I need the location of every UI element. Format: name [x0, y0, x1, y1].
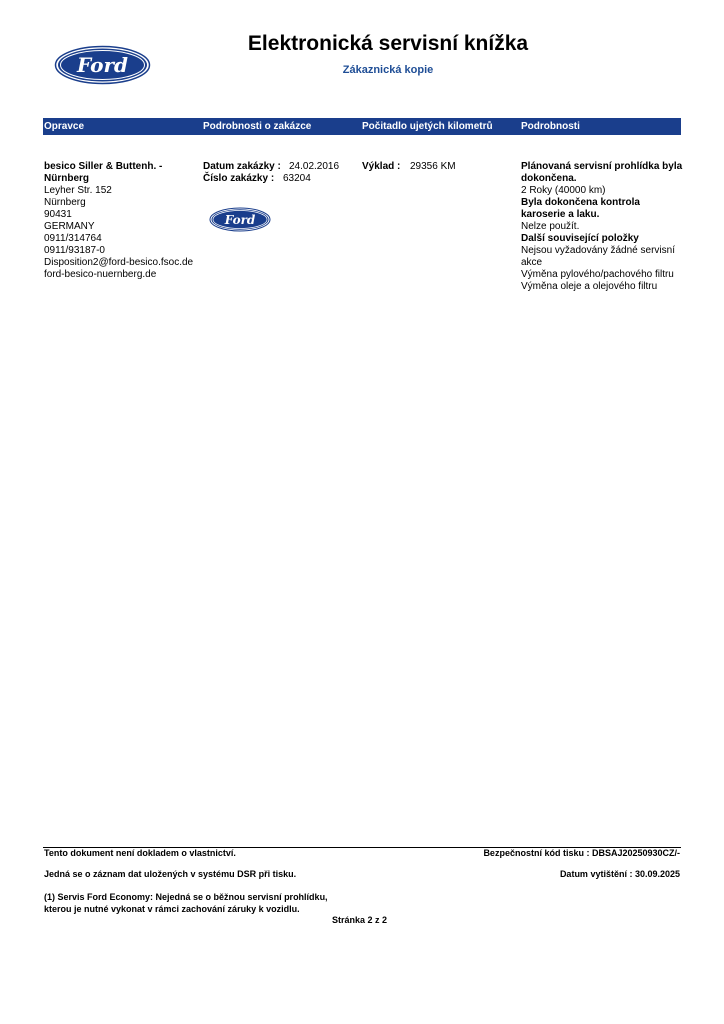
repairer-zip: 90431: [44, 209, 72, 220]
details-line: Výměna oleje a olejového filtru: [521, 281, 658, 292]
ford-logo-text: Ford: [77, 53, 128, 77]
order-number-label: Číslo zakázky :: [203, 173, 275, 184]
footer-economy-note-line2: kterou je nutné vykonat v rámci zachování záruky k vozidlu.: [44, 904, 300, 914]
page-number: Stránka 2 z 2: [332, 915, 388, 925]
details-column: [521, 161, 682, 293]
footer-print-date: Datum vytištění : 30.09.2025: [559, 869, 680, 879]
repairer-phone-2: 0911/93187-0: [44, 245, 105, 256]
repairer-column: [44, 161, 193, 281]
footer-security-code: Bezpečnostní kód tisku : DBSAJ20250930CZ/-: [483, 848, 680, 858]
document-subtitle: Zákaznická kopie: [342, 64, 434, 76]
document-title: Elektronická servisní knížka: [247, 32, 529, 55]
order-date-value: 24.02.2016: [289, 161, 340, 172]
ford-logo-small-text: Ford: [224, 213, 256, 227]
details-line: Další související položky: [521, 233, 639, 244]
repairer-name-cont: Nürnberg: [44, 173, 89, 184]
repairer-email: Disposition2@ford-besico.fsoc.de: [44, 257, 194, 268]
order-number-value: 63204: [283, 173, 311, 184]
repairer-website: ford-besico-nuernberg.de: [44, 269, 157, 280]
details-line: Nelze použít.: [521, 221, 580, 232]
repairer-city: Nürnberg: [44, 197, 86, 208]
footer-economy-note-line1: (1) Servis Ford Economy: Nejedná se o běžnou servisní prohlídku,: [44, 892, 328, 902]
details-line: Nejsou vyžadovány žádné servisní: [521, 245, 675, 256]
column-header-repairer: Opravce: [44, 121, 85, 132]
repairer-country: GERMANY: [44, 221, 95, 232]
details-line: karoserie a laku.: [521, 209, 600, 220]
table-header-bar: [43, 118, 681, 135]
details-line: Plánovaná servisní prohlídka byla: [521, 161, 683, 172]
repairer-name: besico Siller & Buttenh. -: [44, 161, 163, 172]
details-line: Byla dokončena kontrola: [521, 197, 640, 208]
footer-dsr-note: Jedná se o záznam dat uložených v systému DSR při tisku.: [44, 869, 297, 879]
column-header-details: Podrobnosti: [521, 121, 580, 132]
details-line: 2 Roky (40000 km): [521, 185, 606, 196]
odometer-label: Výklad :: [362, 161, 401, 172]
ford-logo-small: [209, 207, 271, 232]
order-date-label: Datum zakázky :: [203, 161, 281, 172]
footer-ownership-note: Tento dokument není dokladem o vlastnictví.: [44, 848, 236, 858]
repairer-street: Leyher Str. 152: [44, 185, 112, 196]
details-line: dokončena.: [521, 173, 577, 184]
odometer-value: 29356 KM: [410, 161, 456, 172]
column-header-order-details: Podrobnosti o zakázce: [203, 121, 312, 132]
details-line: Výměna pylového/pachového filtru: [521, 269, 674, 280]
details-line: akce: [521, 257, 543, 268]
column-header-odometer: Počitadlo ujetých kilometrů: [362, 121, 493, 132]
repairer-phone: 0911/314764: [44, 233, 102, 244]
